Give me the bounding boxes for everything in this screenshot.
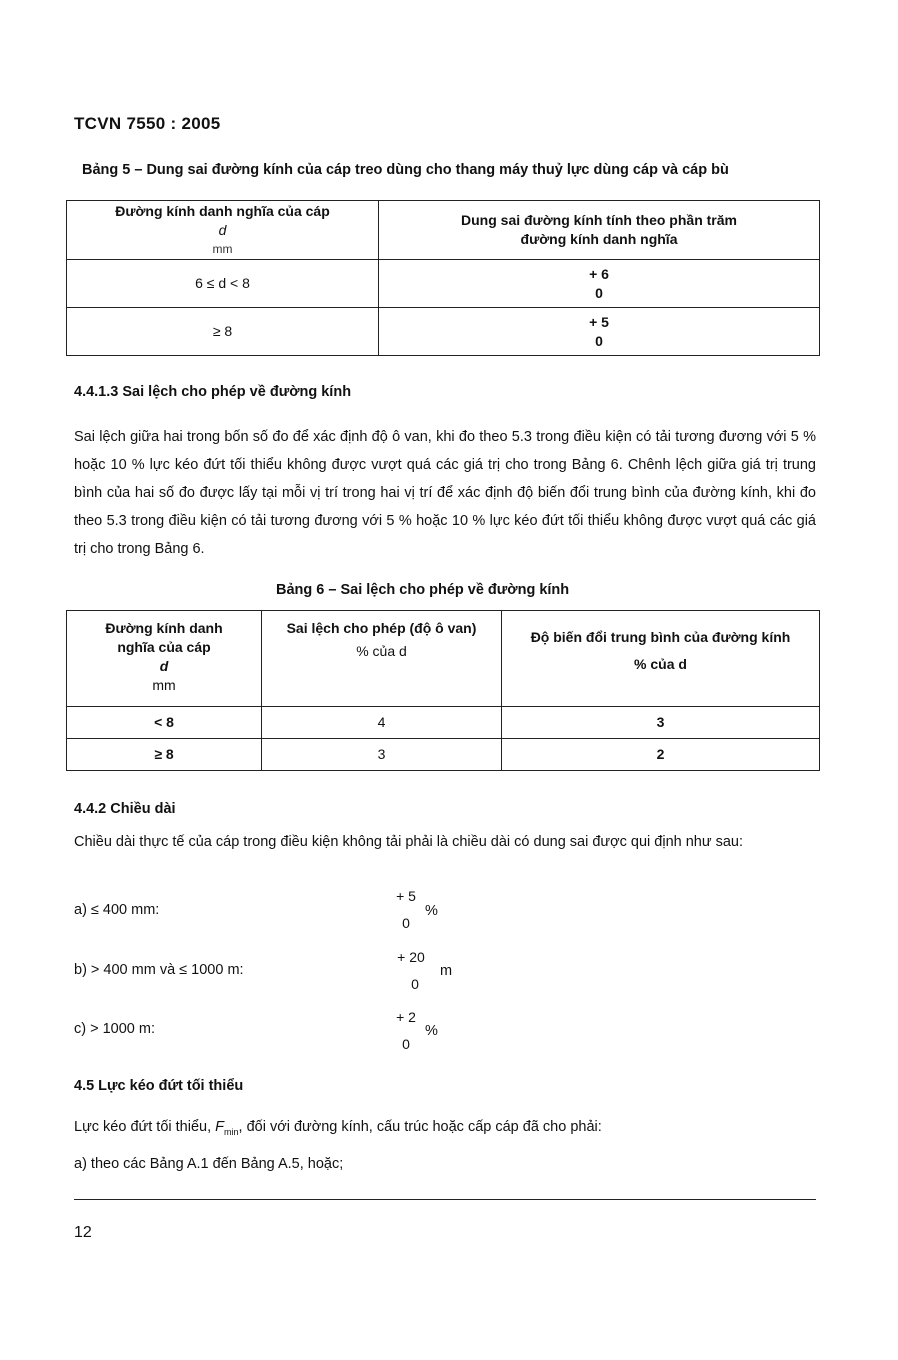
table6 bbox=[66, 610, 820, 771]
section-442-body: Chiều dài thực tế của cáp trong điều kiện không tải phải là chiều dài có dung sai được qui định như sau: bbox=[74, 834, 744, 850]
table6-cell-diameter: < 8 bbox=[67, 707, 262, 739]
length-item-a-upper: + 5 bbox=[396, 888, 416, 904]
table5-header-diameter: Đường kính danh nghĩa của cáp d mm bbox=[67, 201, 379, 260]
table5-caption: Bảng 5 – Dung sai đường kính của cáp treo dùng cho thang máy thuỷ lực dùng cáp và cáp bù bbox=[82, 162, 729, 178]
length-item-b-unit: m bbox=[440, 963, 453, 979]
table-row bbox=[67, 739, 820, 771]
table5-cell-range: 6 ≤ d < 8 bbox=[67, 260, 379, 308]
table6-caption: Bảng 6 – Sai lệch cho phép về đường kính bbox=[276, 582, 570, 598]
section-heading-45: 4.5 Lực kéo đứt tối thiểu bbox=[74, 1078, 244, 1094]
table5-cell-range: ≥ 8 bbox=[67, 308, 379, 356]
table6-cell-mean: 3 bbox=[502, 707, 820, 739]
table6-cell-ovality: 4 bbox=[262, 707, 502, 739]
table6-cell-diameter: ≥ 8 bbox=[67, 739, 262, 771]
table6-cell-mean: 2 bbox=[502, 739, 820, 771]
table6-header-ovality: Sai lệch cho phép (độ ô van) % của d bbox=[262, 611, 502, 707]
page-number: 12 bbox=[74, 1224, 92, 1241]
section-45-body: Lực kéo đứt tối thiểu, $F_{min}$, đối với đường kính, cấu trúc hoặc cấp cáp đã cho phải: bbox=[74, 1119, 602, 1137]
table5-cell-tolerance: + 6 0 bbox=[379, 260, 820, 308]
table6-cell-ovality: 3 bbox=[262, 739, 502, 771]
length-item-c: c) > 1000 m: bbox=[74, 1021, 155, 1037]
table-row bbox=[67, 707, 820, 739]
section-4413-body: Sai lệch giữa hai trong bốn số đo để xác định độ ô van, khi đo theo 5.3 trong điều kiện có tải tương đương với 5 % hoặc 10 % lực kéo đứt tối thiểu không được vượt quá các giá trị cho trong Bảng 6. Chênh lệch giữa giá trị trung bình của hai số đo được lấy tại mỗi vị trí trong hai vị trí để xác định độ biến đổi trung bình của đường kính, khi đo theo 5.3 trong điều kiện có tải tương đương với 5 % hoặc 10 % lực kéo đứt tối thiểu không được vượt quá các giá trị cho trong Bảng 6. bbox=[74, 429, 816, 557]
section-heading-442: 4.4.2 Chiều dài bbox=[74, 801, 176, 817]
table-row bbox=[67, 308, 820, 356]
length-item-b: b) > 400 mm và ≤ 1000 m: bbox=[74, 962, 244, 978]
table6-header-diameter: Đường kính danh nghĩa của cáp d mm bbox=[67, 611, 262, 707]
table6-header-mean-variation: Độ biến đổi trung bình của đường kính % của d bbox=[502, 611, 820, 707]
document-header: TCVN 7550 : 2005 bbox=[74, 114, 221, 133]
length-item-c-lower: 0 bbox=[402, 1036, 410, 1052]
table5-cell-tolerance: + 5 0 bbox=[379, 308, 820, 356]
table5 bbox=[66, 200, 820, 356]
section-heading-4413: 4.4.1.3 Sai lệch cho phép về đường kính bbox=[74, 384, 352, 400]
length-item-a-lower: 0 bbox=[402, 915, 410, 931]
fmin-subscript: min bbox=[224, 1126, 239, 1137]
footer-rule bbox=[74, 1199, 816, 1200]
length-item-b-upper: + 20 bbox=[397, 949, 425, 965]
length-item-c-unit: % bbox=[425, 1023, 438, 1039]
length-item-a: a) ≤ 400 mm: bbox=[74, 902, 160, 918]
length-item-c-upper: + 2 bbox=[396, 1009, 416, 1025]
table5-header-tolerance: Dung sai đường kính tính theo phần trăm đường kính danh nghĩa bbox=[379, 201, 820, 260]
length-item-a-unit: % bbox=[425, 903, 438, 919]
fmin-symbol: F bbox=[215, 1119, 224, 1135]
length-item-b-lower: 0 bbox=[411, 976, 419, 992]
breaking-force-item-a: a) theo các Bảng A.1 đến Bảng A.5, hoặc; bbox=[74, 1156, 344, 1172]
table-row bbox=[67, 260, 820, 308]
